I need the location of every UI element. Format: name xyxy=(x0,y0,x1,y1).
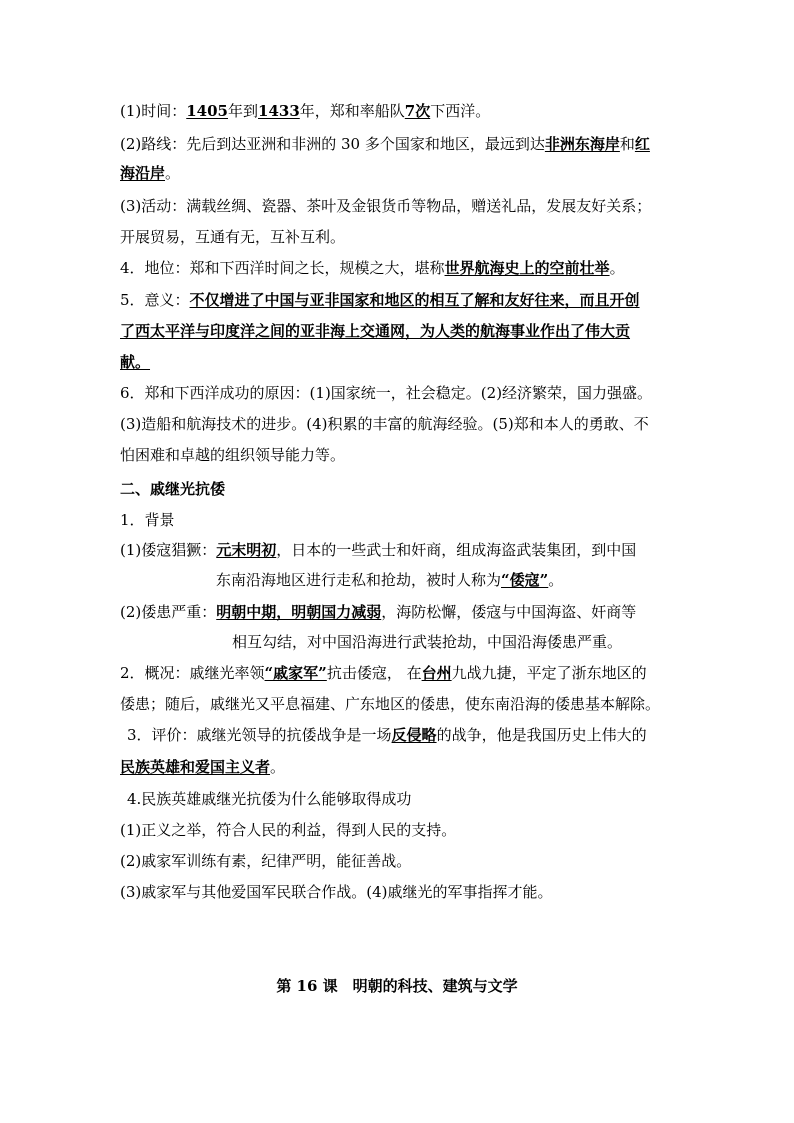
zhenghe-route-line: (2)路线：先后到达亚洲和非洲的 30 多个国家和地区，最远到达非洲东海岸和红 xyxy=(120,135,650,153)
qi-army: “戚家军” xyxy=(264,664,327,682)
zhenghe-status-line: 4．地位：郑和下西洋时间之长，规模之大，堪称世界航海史上的空前壮举。 xyxy=(120,259,625,277)
success-item: (3)戚家军与其他爱国军民联合作战。(4)戚继光的军事指挥才能。 xyxy=(120,883,553,901)
success-item: (2)戚家军训练有素，纪律严明，能征善战。 xyxy=(120,852,412,870)
wokou-term: “倭寇” xyxy=(501,571,549,589)
end-year: 1433 xyxy=(258,102,300,120)
success-item: (1)正义之举，符合人民的利益，得到人民的支持。 xyxy=(120,821,457,839)
rampant-line-2: 东南沿海地区进行走私和抢劫，被时人称为“倭寇”。 xyxy=(216,571,564,589)
zhenghe-reasons-line: 6．郑和下西洋成功的原因：(1)国家统一，社会稳定。(2)经济繁荣，国力强盛。 xyxy=(120,384,653,402)
voyage-count: 7次 xyxy=(404,102,431,120)
zhenghe-significance-line-2: 了西太平洋与印度洋之间的亚非海上交通网，为人类的航海事业作出了伟大贡 xyxy=(120,322,631,340)
zhenghe-activity-line: (3)活动：满载丝绸、瓷器、茶叶及金银货币等物品，赠送礼品，发展友好关系； xyxy=(120,197,652,215)
route-destination-2: 红 xyxy=(634,135,650,153)
status-highlight: 世界航海史上的空前壮举 xyxy=(444,259,610,277)
success-title: 4.民族英雄戚继光抗倭为什么能够取得成功 xyxy=(127,790,412,808)
section-heading-qi-jiguang: 二、戚继光抗倭 xyxy=(120,480,226,498)
evaluation-line: 3．评价：戚继光领导的抗倭战争是一场反侵略的战争，他是我国历史上伟大的 xyxy=(127,726,647,744)
zhenghe-activity-line-2: 开展贸易，互通有无，互补互利。 xyxy=(120,228,346,246)
anti-aggression: 反侵略 xyxy=(391,726,437,744)
serious-line-2: 相互勾结，对中国沿海进行武装抢劫，中国沿海倭患严重。 xyxy=(232,633,623,651)
lesson-title: 第 16 课 明朝的科技、建筑与文学 xyxy=(276,977,518,995)
serious-highlight: 明朝中期，明朝国力减弱 xyxy=(216,603,382,621)
route-destination-1: 非洲东海岸 xyxy=(544,135,620,153)
overview-line-2: 倭患；随后，戚继光又平息福建、广东地区的倭患，使东南沿海的倭患基本解除。 xyxy=(120,695,661,713)
serious-line: (2)倭患严重：明朝中期，明朝国力减弱，海防松懈，倭寇与中国海盗、奸商等 xyxy=(120,603,637,621)
rampant-line: (1)倭寇猖獗：元末明初，日本的一些武士和奸商，组成海盗武装集团，到中国 xyxy=(120,541,637,559)
zhenghe-significance-line-3: 献。 xyxy=(120,353,151,371)
national-hero: 民族英雄和爱国主义者 xyxy=(120,758,271,776)
overview-line: 2．概况：戚继光率领“戚家军”抗击倭寇， 在台州九战九捷，平定了浙东地区的 xyxy=(120,664,647,682)
rampant-period: 元末明初 xyxy=(216,541,277,559)
zhenghe-reasons-line-2: (3)造船和航海技术的进步。(4)积累的丰富的航海经验。(5)郑和本人的勇敢、不 xyxy=(120,415,649,433)
zhenghe-reasons-line-3: 怕困难和卓越的组织领导能力等。 xyxy=(120,446,346,464)
zhenghe-route-line-2: 海沿岸。 xyxy=(120,164,181,182)
evaluation-line-2: 民族英雄和爱国主义者。 xyxy=(120,758,286,776)
zhenghe-time-line: (1)时间：1405年到1433年，郑和率船队7次下西洋。 xyxy=(120,102,491,120)
taizhou-place: 台州 xyxy=(421,664,452,682)
background-title: 1．背景 xyxy=(120,511,175,529)
start-year: 1405 xyxy=(186,102,228,120)
zhenghe-significance-line: 5．意义：不仅增进了中国与亚非国家和地区的相互了解和友好往来，而且开创 xyxy=(120,291,640,309)
